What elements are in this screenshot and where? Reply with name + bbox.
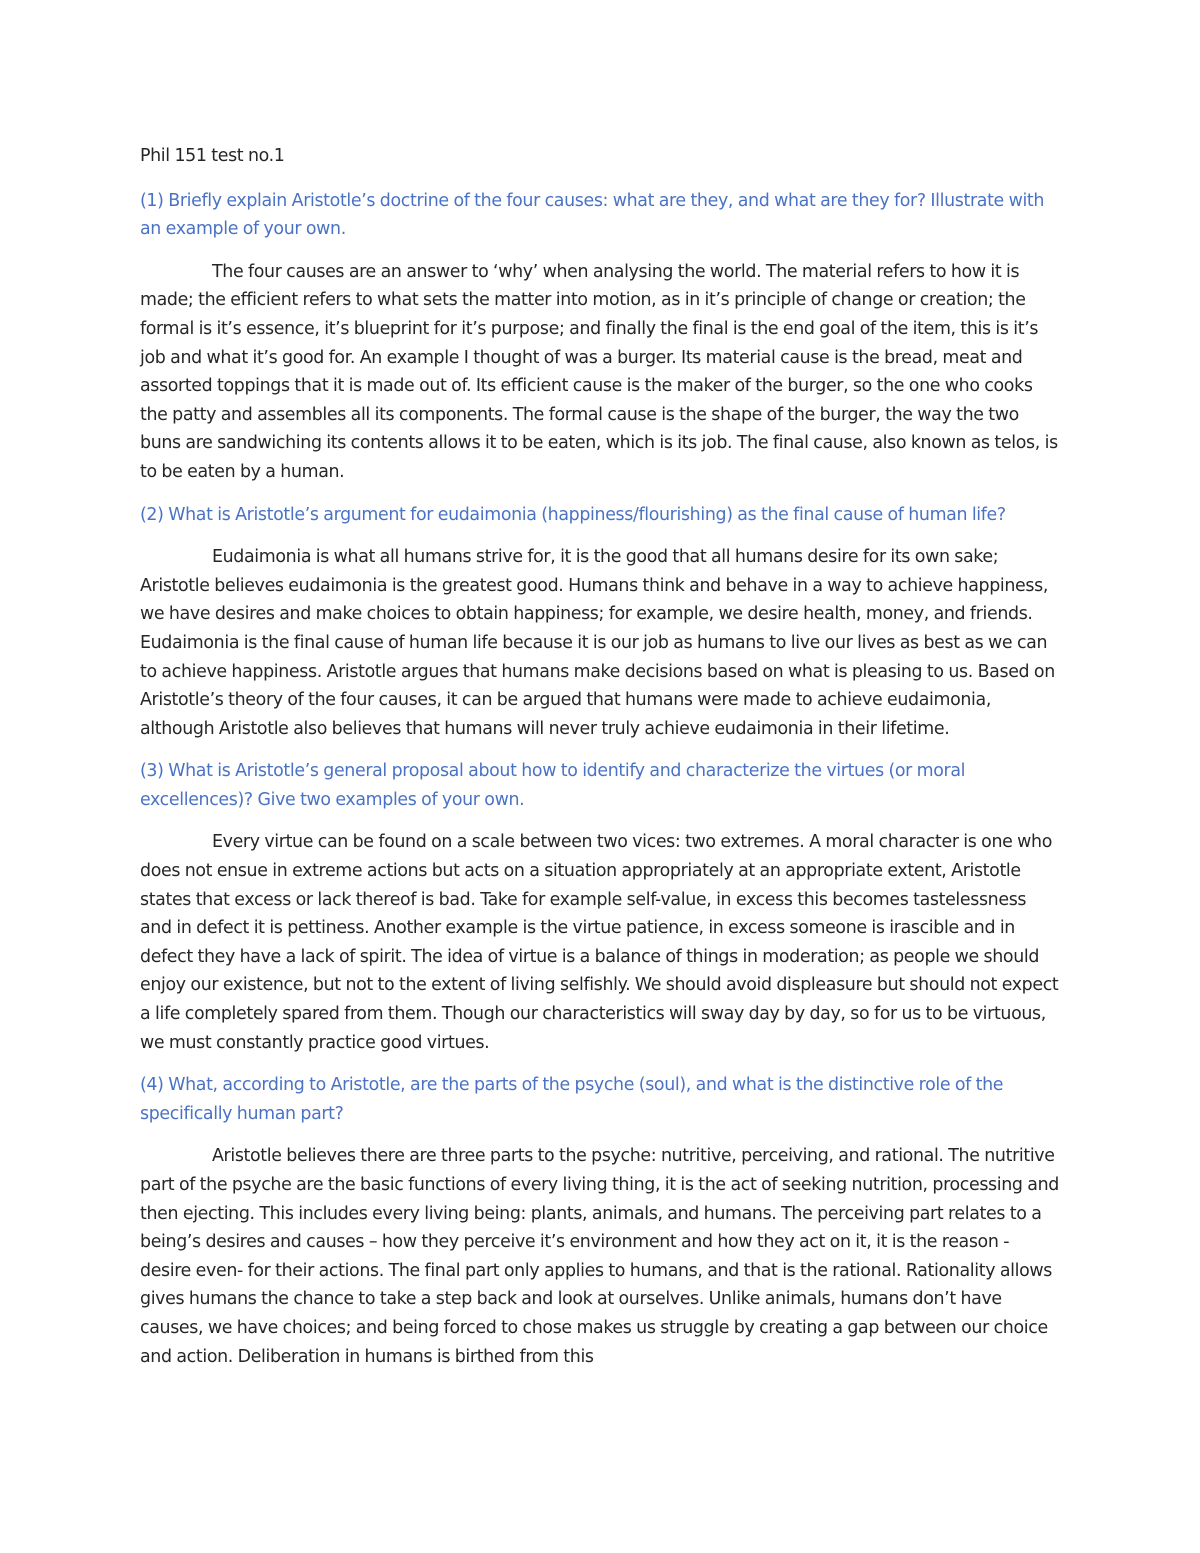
question-2: (2) What is Aristotle’s argument for eudaimonia (happiness/flourishing) as the final cause of human life? <box>140 504 1006 525</box>
answer-1: The four causes are an answer to ‘why’ when analysing the world. The material refers to how it is made; the efficient refers to what sets the matter into motion, as in it’s principle of change or creation; the formal is it’s essence, it’s blueprint for it’s purpose; and finally the final is the end goal of the item, this is it’s job and what it’s good for. An example I thought of was a burger. Its material cause is the bread, meat and assorted toppings that it is made out of. Its efficient cause is the maker of the burger, so the one who cooks the patty and assembles all its components. The formal cause is the shape of the burger, the way the two buns are sandwiching its contents allows it to be eaten, which is its job. The final cause, also known as telos, is to be eaten by a human. <box>140 261 1058 482</box>
document-title: Phil 151 test no.1 <box>140 146 285 166</box>
question-3: (3) What is Aristotle’s general proposal about how to identify and characterize the virtues (or moral excellences)? Give two examples of your own. <box>140 761 966 810</box>
answer-4: Aristotle believes there are three parts to the psyche: nutritive, perceiving, and rational. The nutritive part of the psyche are the basic functions of every living thing, it is the act of seeking nutrition, processing and then ejecting. This includes every living being: plants, animals, and humans. The perceiving part relates to a being’s desires and causes – how they perceive it’s environment and how they act on it, it is the reason -desire even- for their actions. The final part only applies to humans, and that is the rational. Rationality allows gives humans the chance to take a step back and look at ourselves. Unlike animals, humans don’t have causes, we have choices; and being forced to chose makes us struggle by creating a gap between our choice and action. Deliberation in humans is birthed from this <box>140 1146 1059 1367</box>
question-4: (4) What, according to Aristotle, are the parts of the psyche (soul), and what is the distinctive role of the specifically human part? <box>140 1075 1004 1124</box>
question-1: (1) Briefly explain Aristotle’s doctrine of the four causes: what are they, and what are they for? Illustrate with an example of your own. <box>140 190 1045 240</box>
answer-3: Every virtue can be found on a scale between two vices: two extremes. A moral character is one who does not ensue in extreme actions but acts on a situation appropriately at an appropriate extent, Aristotle states that excess or lack thereof is bad. Take for example self-value, in excess this becomes tastelessness and in defect it is pettiness. Another example is the virtue patience, in excess someone is irascible and in defect they have a lack of spirit. The idea of virtue is a balance of things in moderation; as people we should enjoy our existence, but not to the extent of living selfishly. We should avoid displeasure but should not expect a life completely spared from them. Though our characteristics will sway day by day, so for us to be virtuous, we must constantly practice good virtues. <box>140 832 1059 1053</box>
document-body <box>140 142 1060 1385</box>
answer-2: Eudaimonia is what all humans strive for, it is the good that all humans desire for its own sake; Aristotle believes eudaimonia is the greatest good. Humans think and behave in a way to achieve happiness, we have desires and make choices to obtain happiness; for example, we desire health, money, and friends. Eudaimonia is the final cause of human life because it is our job as humans to live our lives as best as we can to achieve happiness. Aristotle argues that humans make decisions based on what is pleasing to us. Based on Aristotle’s theory of the four causes, it can be argued that humans were made to achieve eudaimonia, although Aristotle also believes that humans will never truly achieve eudaimonia in their lifetime. <box>140 547 1055 739</box>
